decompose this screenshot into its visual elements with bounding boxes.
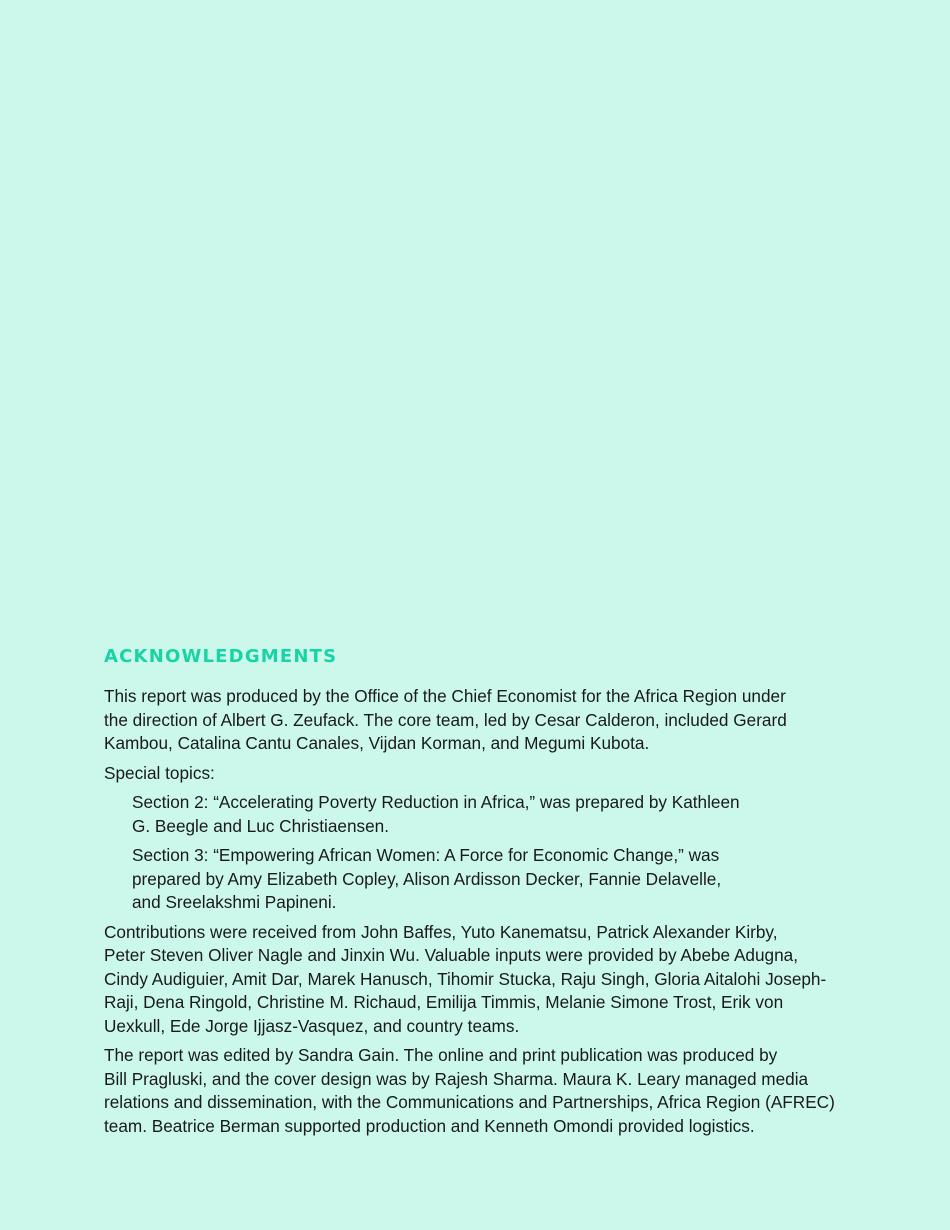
acknowledgments-section xyxy=(104,645,864,1144)
production-paragraph: The report was edited by Sandra Gain. The online and print publication was produced by Bill Pragluski, and the cover design was by Rajesh Sharma. Maura K. Leary managed media relations and dissemination, with the Communications and Partnerships, Africa Region (AFREC) team. Beatrice Berman supported production and Kenneth Omondi provided logistics. xyxy=(104,1045,835,1136)
section-heading: ACKNOWLEDGMENTS xyxy=(104,646,338,667)
special-topics-label: Special topics: xyxy=(104,762,215,783)
intro-paragraph: This report was produced by the Office of the Chief Economist for the Africa Region under the direction of Albert G. Zeufack. The core team, led by Cesar Calderon, included Gerard Kambou, Catalina Cantu Canales, Vijdan Korman, and Megumi Kubota. xyxy=(104,686,787,753)
contributions-paragraph: Contributions were received from John Baffes, Yuto Kanematsu, Patrick Alexander Kirby, Peter Steven Oliver Nagle and Jinxin Wu. Valuable inputs were provided by Abebe Adugna, Cindy Audiguier, Amit Dar, Marek Hanusch, Tihomir Stucka, Raju Singh, Gloria Aitalohi Joseph- Raji, Dena Ringold, Christine M. Richaud, Emilija Timmis, Melanie Simone Trost, Erik von Uexkull, Ede Jorge Ijjasz-Vasquez, and country teams. xyxy=(104,921,827,1036)
section-3-credit: Section 3: “Empowering African Women: A Force for Economic Change,” was prepared by Amy Elizabeth Copley, Alison Ardisson Decker, Fannie Delavelle, and Sreelakshmi Papineni. xyxy=(132,845,722,912)
section-2-credit: Section 2: “Accelerating Poverty Reduction in Africa,” was prepared by Kathleen G. Beegle and Luc Christiaensen. xyxy=(132,792,740,836)
